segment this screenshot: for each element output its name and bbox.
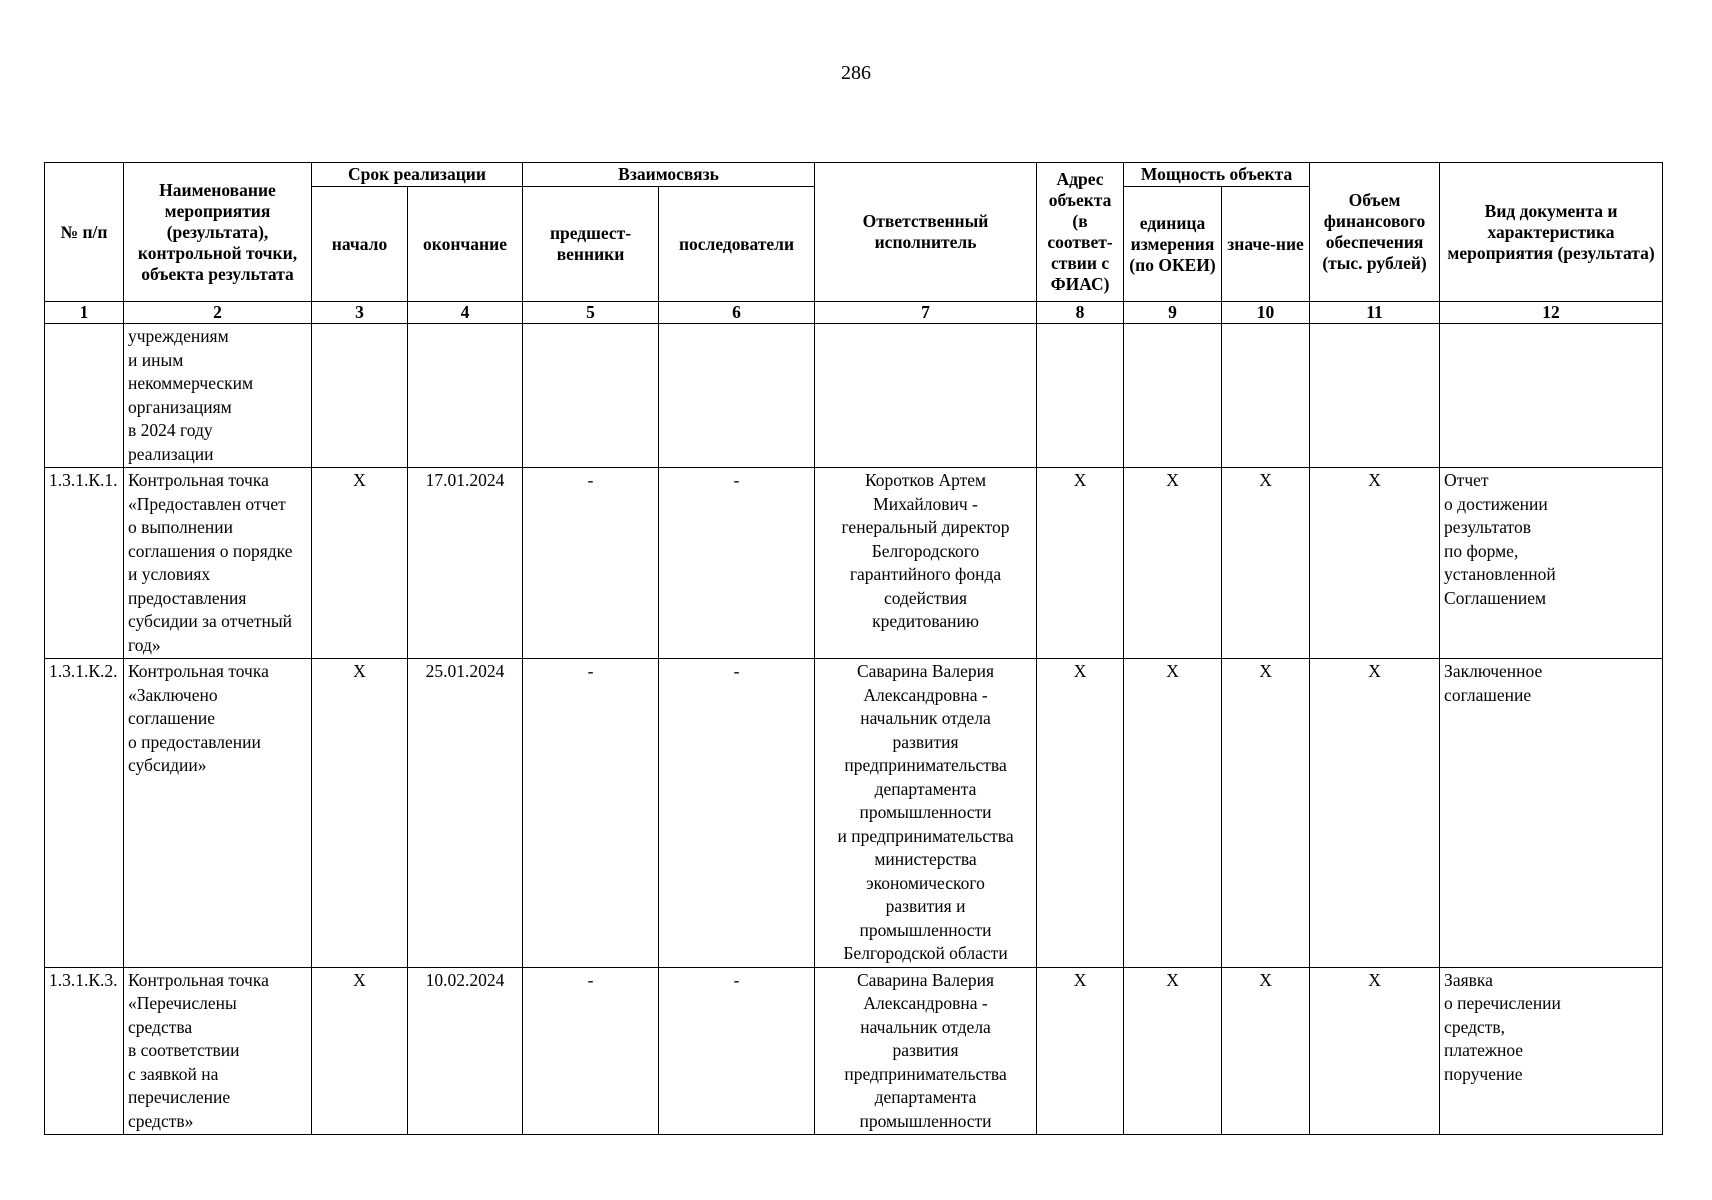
header-unit: единица измерения (по ОКЕИ) bbox=[1124, 187, 1222, 302]
row-name: Контрольная точка «Предоставлен отчет о выполнении соглашения о порядке и условиях предоставления субсидии за отчетный год» bbox=[124, 468, 312, 659]
row-finance: X bbox=[1310, 659, 1440, 968]
header-responsible: Ответственный исполнитель bbox=[815, 163, 1037, 302]
column-number: 5 bbox=[523, 302, 659, 324]
header-predecessors: предшест-венники bbox=[523, 187, 659, 302]
column-number: 12 bbox=[1440, 302, 1663, 324]
row-address: X bbox=[1037, 967, 1124, 1135]
row-num: 1.3.1.К.2. bbox=[45, 659, 124, 968]
row-predecessors: - bbox=[523, 967, 659, 1135]
page-number: 286 bbox=[841, 62, 871, 84]
plan-table bbox=[44, 162, 1663, 1135]
header-power-group: Мощность объекта bbox=[1124, 163, 1310, 187]
row-end: 17.01.2024 bbox=[408, 468, 523, 659]
header-link-group: Взаимосвязь bbox=[523, 163, 815, 187]
row-document: Заключенное соглашение bbox=[1440, 659, 1663, 968]
row-name: Контрольная точка «Перечислены средства в соответствии с заявкой на перечисление средств» bbox=[124, 967, 312, 1135]
column-number-row bbox=[45, 302, 1663, 324]
row-start: X bbox=[312, 659, 408, 968]
row-predecessors: - bbox=[523, 659, 659, 968]
row-finance bbox=[1310, 324, 1440, 468]
header-document: Вид документа и характеристика мероприятия (результата) bbox=[1440, 163, 1663, 302]
row-responsible: Саварина Валерия Александровна - начальник отдела развития предпринимательства департамента промышленности bbox=[815, 967, 1037, 1135]
row-unit: X bbox=[1124, 468, 1222, 659]
row-start bbox=[312, 324, 408, 468]
row-address: X bbox=[1037, 659, 1124, 968]
column-number: 9 bbox=[1124, 302, 1222, 324]
column-number: 10 bbox=[1222, 302, 1310, 324]
header-address: Адрес объекта (в соответ-ствии с ФИАС) bbox=[1037, 163, 1124, 302]
row-address bbox=[1037, 324, 1124, 468]
header-term-group: Срок реализации bbox=[312, 163, 523, 187]
header-name: Наименование мероприятия (результата), контрольной точки, объекта результата bbox=[124, 163, 312, 302]
row-document bbox=[1440, 324, 1663, 468]
table-row bbox=[45, 967, 1663, 1135]
column-number: 8 bbox=[1037, 302, 1124, 324]
row-successors: - bbox=[659, 468, 815, 659]
row-value: X bbox=[1222, 659, 1310, 968]
row-start: X bbox=[312, 967, 408, 1135]
row-value bbox=[1222, 324, 1310, 468]
row-finance: X bbox=[1310, 967, 1440, 1135]
table-row bbox=[45, 659, 1663, 968]
column-number: 11 bbox=[1310, 302, 1440, 324]
row-unit: X bbox=[1124, 659, 1222, 968]
row-successors bbox=[659, 324, 815, 468]
column-number: 4 bbox=[408, 302, 523, 324]
table-row bbox=[45, 468, 1663, 659]
row-value: X bbox=[1222, 468, 1310, 659]
row-successors: - bbox=[659, 659, 815, 968]
column-number: 1 bbox=[45, 302, 124, 324]
row-end bbox=[408, 324, 523, 468]
header-finance: Объем финансового обеспечения (тыс. рублей) bbox=[1310, 163, 1440, 302]
row-unit: X bbox=[1124, 967, 1222, 1135]
header-successors: последователи bbox=[659, 187, 815, 302]
row-address: X bbox=[1037, 468, 1124, 659]
row-successors: - bbox=[659, 967, 815, 1135]
row-name: Контрольная точка «Заключено соглашение о предоставлении субсидии» bbox=[124, 659, 312, 968]
row-predecessors bbox=[523, 324, 659, 468]
row-value: X bbox=[1222, 967, 1310, 1135]
row-end: 10.02.2024 bbox=[408, 967, 523, 1135]
row-name: учреждениям и иным некоммерческим организациям в 2024 году реализации bbox=[124, 324, 312, 468]
header-end: окончание bbox=[408, 187, 523, 302]
row-predecessors: - bbox=[523, 468, 659, 659]
header-start: начало bbox=[312, 187, 408, 302]
column-number: 3 bbox=[312, 302, 408, 324]
row-end: 25.01.2024 bbox=[408, 659, 523, 968]
column-number: 6 bbox=[659, 302, 815, 324]
header-value: значе-ние bbox=[1222, 187, 1310, 302]
header-num: № п/п bbox=[45, 163, 124, 302]
row-unit bbox=[1124, 324, 1222, 468]
row-responsible bbox=[815, 324, 1037, 468]
table-row bbox=[45, 324, 1663, 468]
row-start: X bbox=[312, 468, 408, 659]
row-num bbox=[45, 324, 124, 468]
row-num: 1.3.1.К.3. bbox=[45, 967, 124, 1135]
row-responsible: Коротков Артем Михайлович - генеральный директор Белгородского гарантийного фонда содействия кредитованию bbox=[815, 468, 1037, 659]
column-number: 2 bbox=[124, 302, 312, 324]
row-document: Отчет о достижении результатов по форме, установленной Соглашением bbox=[1440, 468, 1663, 659]
row-responsible: Саварина Валерия Александровна - начальник отдела развития предпринимательства департамента промышленности и предпринимательства министерства экономического развития и промышленности Белгородской области bbox=[815, 659, 1037, 968]
table-header bbox=[45, 163, 1663, 324]
row-num: 1.3.1.К.1. bbox=[45, 468, 124, 659]
row-document: Заявка о перечислении средств, платежное поручение bbox=[1440, 967, 1663, 1135]
row-finance: X bbox=[1310, 468, 1440, 659]
column-number: 7 bbox=[815, 302, 1037, 324]
